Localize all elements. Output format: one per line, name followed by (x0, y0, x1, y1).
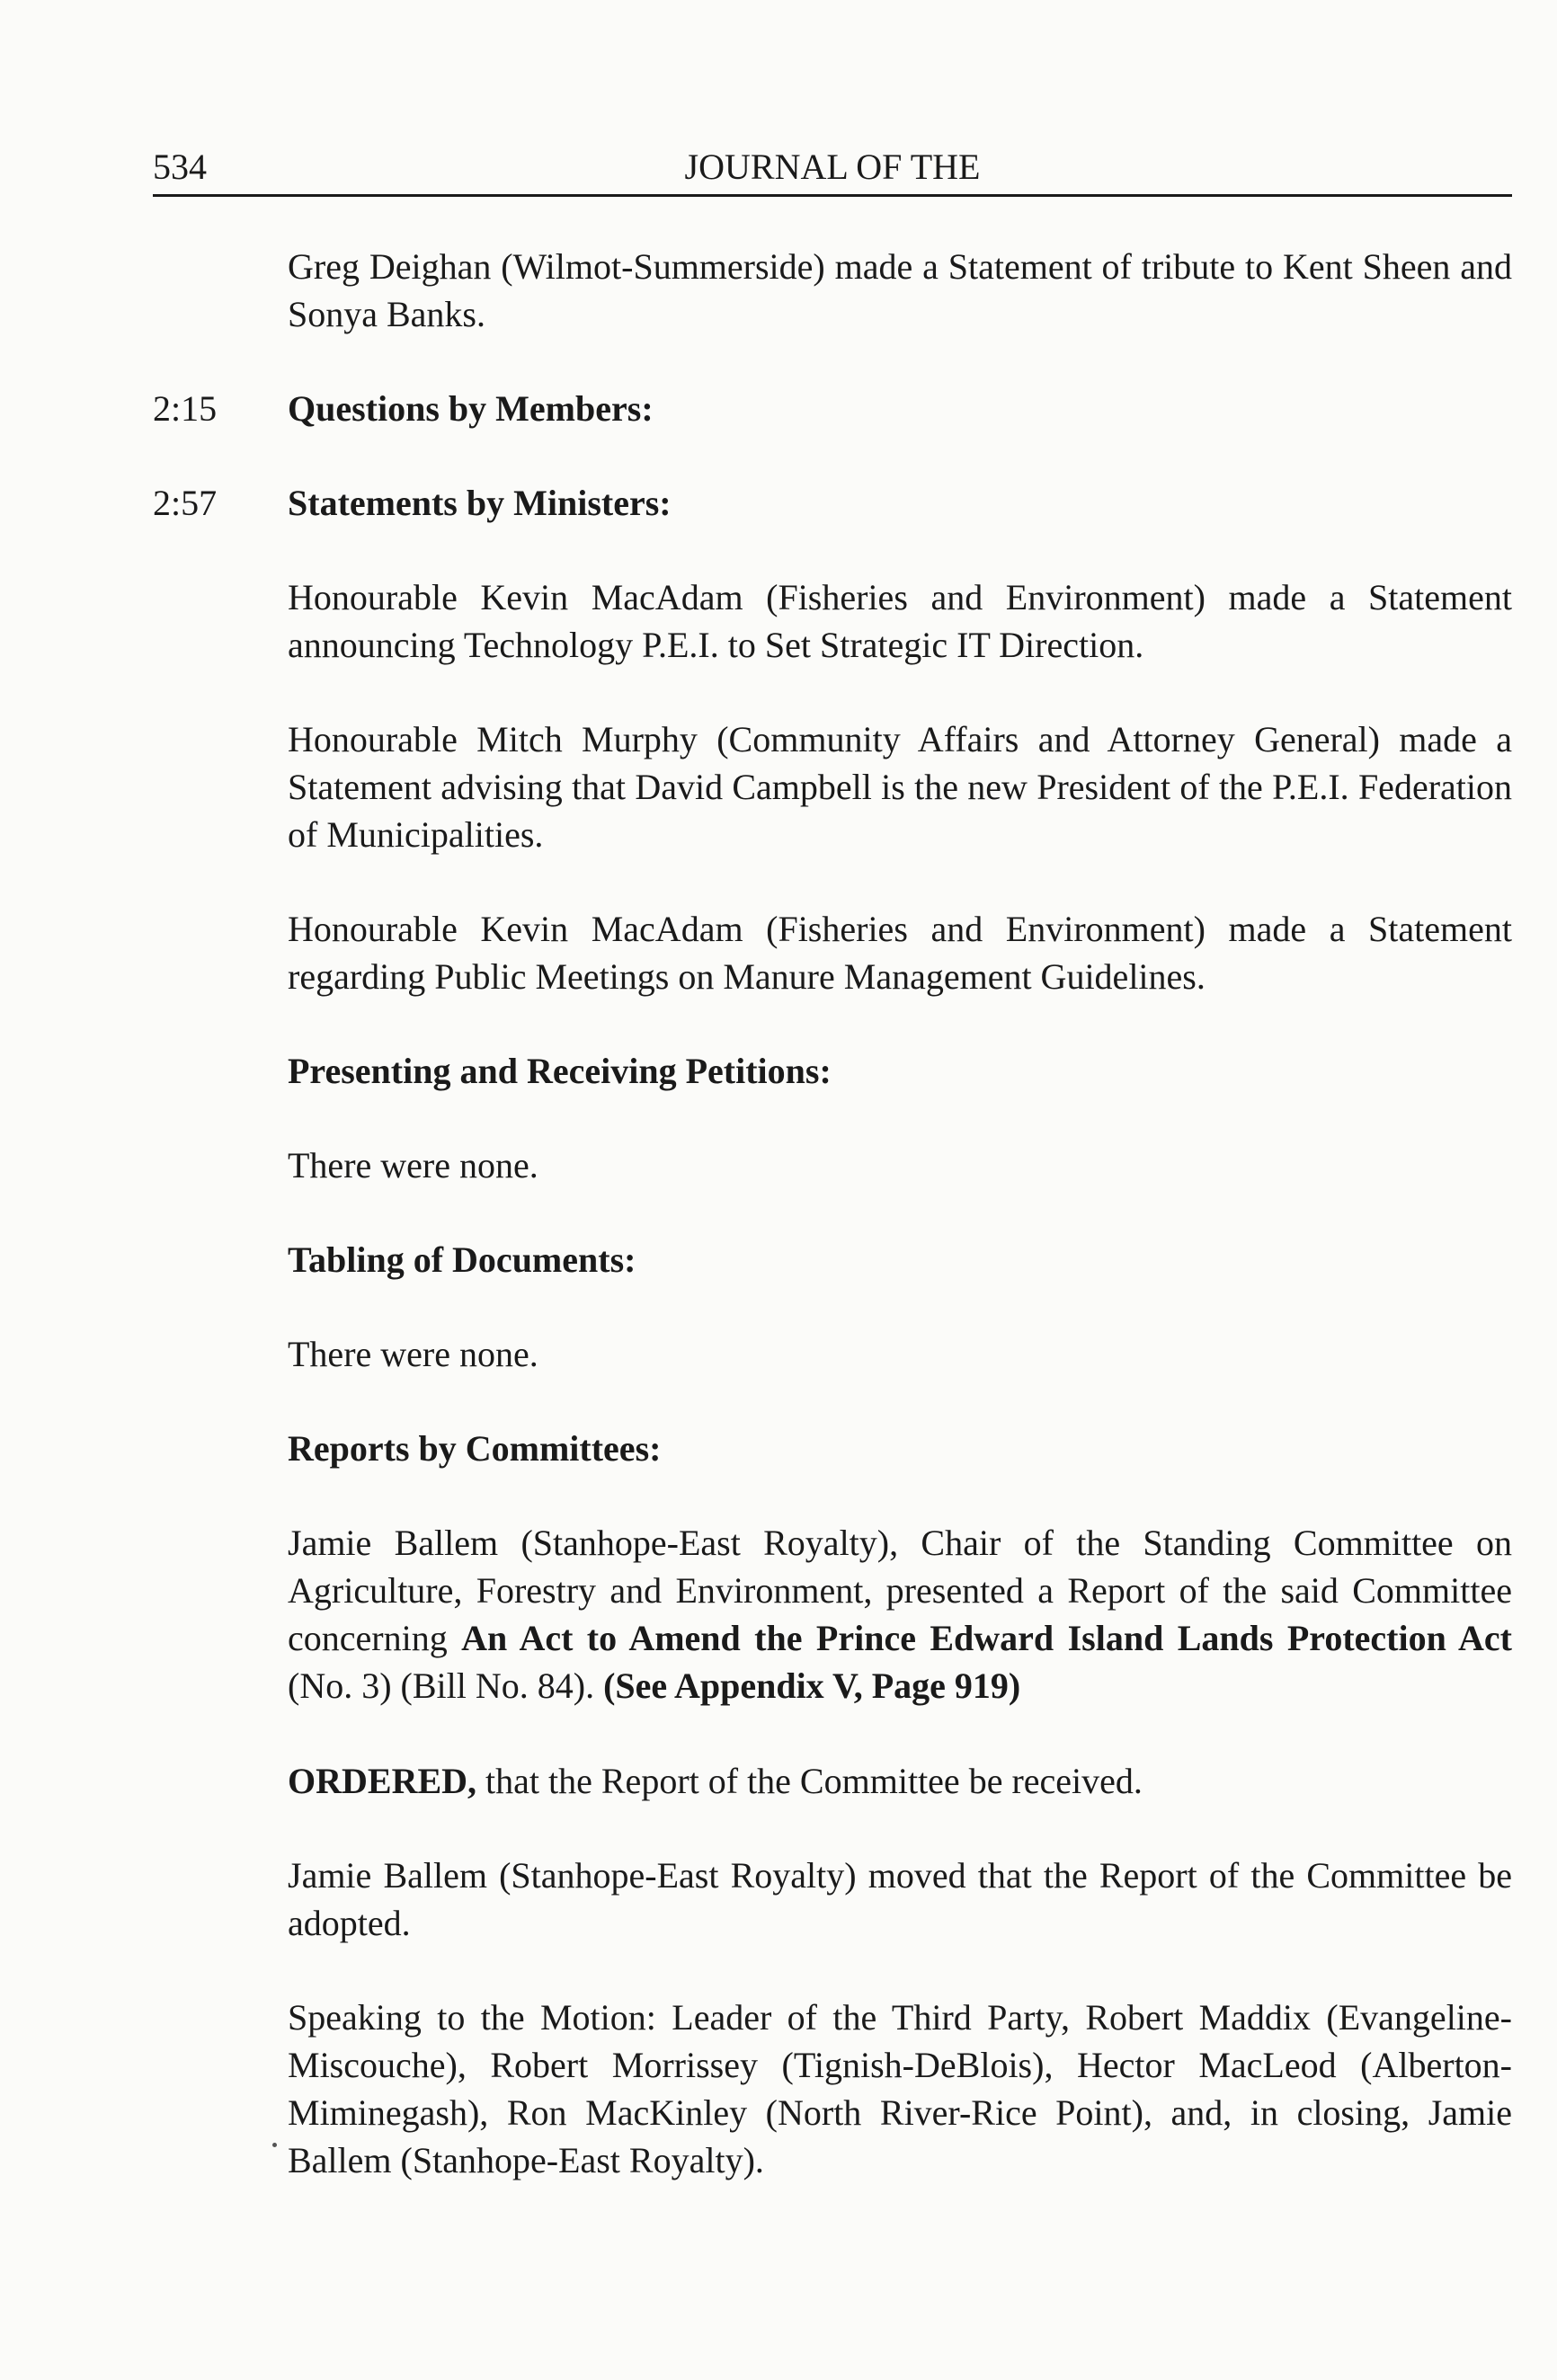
heading-petitions: Presenting and Receiving Petitions: (288, 1051, 832, 1091)
minister-statement-1: Honourable Kevin MacAdam (Fisheries and Environment) made a Statement announcing Technology P.E.I. to Set Strategic IT Direction. (288, 577, 1512, 665)
ordered-text: that the Report of the Committee be received. (485, 1761, 1143, 1801)
heading-statements-by-ministers: Statements by Ministers: (288, 483, 672, 523)
appendix-reference: (See Appendix V, Page 919) (603, 1665, 1021, 1706)
report-intro: Jamie Ballem (Stanhope-East Royalty), Chair of the Standing Committee on Agriculture, Forestry and Environment, presented a Report of the said Committee concerning (288, 1523, 1512, 1658)
minister-statement-3: Honourable Kevin MacAdam (Fisheries and Environment) made a Statement regarding Public Meetings on Manure Management Guidelines. (288, 909, 1512, 997)
tribute-statement: Greg Deighan (Wilmot-Summerside) made a Statement of tribute to Kent Sheen and Sonya Banks. (288, 246, 1512, 334)
minister-statement-2: Honourable Mitch Murphy (Community Affairs and Attorney General) made a Statement advising that David Campbell is the new President of the P.E.I. Federation of Municipalities. (288, 719, 1512, 855)
speaking-to-motion: Speaking to the Motion: Leader of the Third Party, Robert Maddix (Evangeline-Miscouche), Robert Morrissey (Tignish-DeBlois), Hector MacLeod (Alberton-Miminegash), Ron MacKinley (North River-Rice Point), and, in closing, Jamie Ballem (Stanhope-East Royalty). (288, 1997, 1512, 2180)
page-header (153, 142, 1512, 192)
time-stamp-ministers: 2:57 (153, 483, 218, 523)
ordered-label: ORDERED, (288, 1761, 477, 1801)
running-title: JOURNAL OF THE (684, 147, 981, 187)
ordered-paragraph (288, 1757, 1512, 1805)
heading-tabling-of-documents: Tabling of Documents: (288, 1239, 636, 1280)
motion-moved: Jamie Ballem (Stanhope-East Royalty) moved that the Report of the Committee be adopted. (288, 1855, 1512, 1943)
time-stamp-questions: 2:15 (153, 388, 218, 429)
report-bill: (No. 3) (Bill No. 84). (288, 1665, 595, 1706)
committee-report (288, 1519, 1512, 1710)
scan-speck (272, 2143, 277, 2147)
page-number: 534 (153, 147, 207, 187)
act-title: An Act to Amend the Prince Edward Island Lands Protection Act (461, 1618, 1513, 1658)
tabling-text: There were none. (288, 1334, 538, 1374)
petitions-text: There were none. (288, 1145, 538, 1186)
heading-reports-by-committees: Reports by Committees: (288, 1428, 662, 1469)
header-rule (153, 194, 1512, 197)
heading-questions-by-members: Questions by Members: (288, 388, 654, 429)
